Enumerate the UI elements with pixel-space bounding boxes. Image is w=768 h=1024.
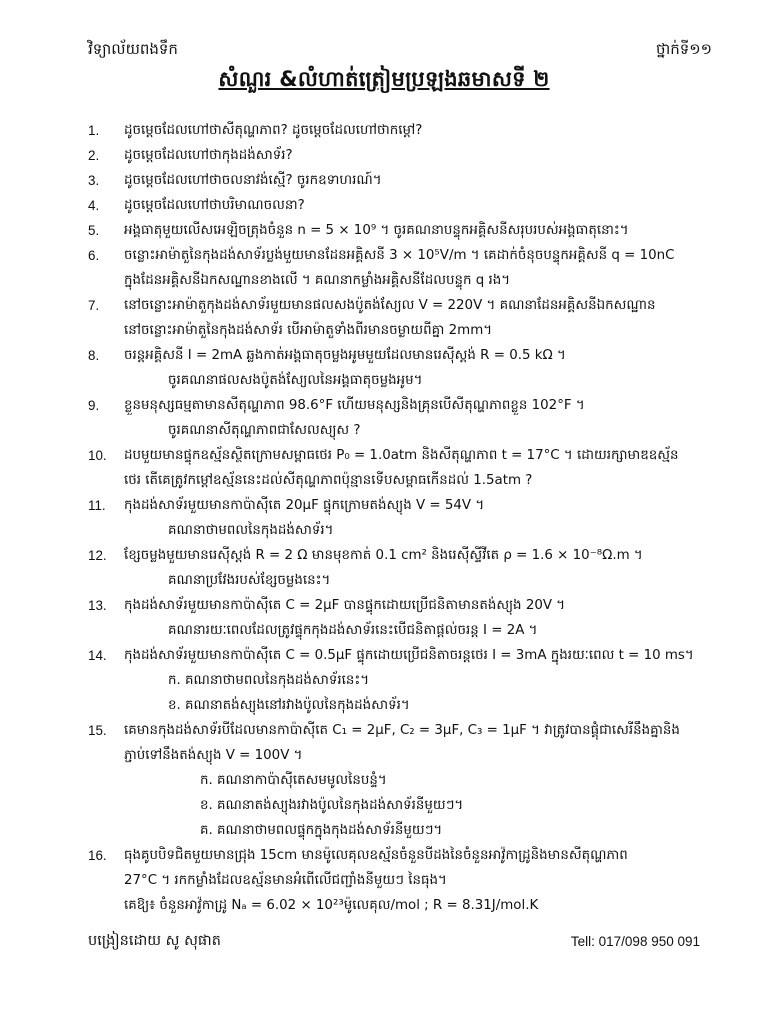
question-line: ចូរគណនាផលសងប៉ូតង់ស្យែលនៃអង្គធាតុចម្លងអូម។	[168, 373, 423, 388]
question-item	[88, 543, 728, 593]
question-item	[88, 843, 728, 918]
question-item	[88, 343, 728, 393]
question-number: 5.	[88, 223, 100, 238]
question-body	[124, 843, 728, 918]
question-line: ខ. គណនាតង់ស្យុងរវាងប៉ូលនៃកុងដង់សាទ័រនីមួយៗ។	[200, 798, 464, 813]
grade-label: ថ្នាក់ទី១១	[655, 40, 712, 58]
question-number: 9.	[88, 398, 100, 413]
question-body	[124, 143, 728, 168]
school-name: វិទ្យាល័យពងទឹក	[88, 40, 178, 58]
question-item	[88, 218, 728, 243]
question-number: 6.	[88, 248, 100, 263]
question-item	[88, 193, 728, 218]
question-line: គ. គណនាថាមពលផ្ទុកក្នុងកុងដង់សាទ័រនីមួយៗ។	[200, 823, 443, 838]
question-line: ក្នុងដែនអគ្គិសនីឯកសណ្ឋានខាងលើ ។ គណនាកម្លាំងអគ្គិសនីដែលបន្ទុក q រង។	[124, 273, 511, 288]
question-number: 3.	[88, 173, 100, 188]
question-number: 16.	[88, 848, 107, 863]
question-item	[88, 443, 728, 493]
question-item	[88, 643, 728, 718]
question-line: ខ. គណនាតង់ស្យុងនៅរវាងប៉ូលនៃកុងដង់សាទ័រ។	[168, 698, 410, 713]
question-line: នៅចន្លោះអាម៉ាតួនៃកុងដង់សាទ័រ បើអាម៉ាតួទាំងពីរមានចម្ងាយពីគ្នា 2mm។	[124, 323, 493, 338]
question-line: គណនារយៈពេលដែលត្រូវផ្ទុកកុងដង់សាទ័រនេះបើជនិតាផ្តល់ចរន្ត I = 2A ។	[168, 623, 538, 638]
question-item	[88, 293, 728, 343]
question-body	[124, 168, 728, 193]
question-line: គេឱ្យ៖ ចំនួនអាវ៉ូកាដ្រូ Nₐ = 6.02 × 10²³ម៉ូលេគុល/mol ; R = 8.31J/mol.K	[124, 898, 539, 913]
question-line: នៅចន្លោះអាម៉ាតួកុងដង់សាទ័រមួយមានផលសងប៉ូតង់ស្យែល V = 220V ។ គណនាដែនអគ្គិសនីឯកសណ្ឋាន	[124, 298, 656, 313]
question-item	[88, 493, 728, 543]
question-body	[124, 718, 728, 843]
question-number: 11.	[88, 498, 106, 513]
question-body	[124, 393, 728, 443]
question-line: ដបមួយមានផ្ទុកឧស្ម័នស្ថិតក្រោមសម្ពាធថេរ P₀ = 1.0atm និងសីតុណ្ហភាព t = 17°C ។ ដោយរក្សាមាឌឧស្ម័ន	[124, 448, 679, 463]
question-number: 4.	[88, 198, 100, 213]
question-body	[124, 493, 728, 543]
question-line: គណនាថាមពលនៃកុងដង់សាទ័រ។	[168, 523, 334, 538]
question-line: 27°C ។ រកកម្លាំងដែលឧស្ម័នមានអំពើលើជញ្ជាំងនីមួយៗ នៃធុង។	[124, 873, 447, 888]
question-line: ចន្លោះអាម៉ាតួនៃកុងដង់សាទ័រប្លង់មួយមានដែនអគ្គិសនី 3 × 10⁵V/m ។ គេដាក់ចំនុចបន្ទុកអគ្គិសនី q = 10nC	[124, 248, 675, 263]
question-number: 12.	[88, 548, 107, 563]
question-line: កុងដង់សាទ័រមួយមានកាប៉ាស៊ីតេ 20μF ផ្ទុកក្រោមតង់ស្យុង V = 54V ។	[124, 498, 485, 513]
question-number: 13.	[88, 598, 107, 613]
question-number: 10.	[88, 448, 107, 463]
question-number: 2.	[88, 148, 100, 163]
question-body	[124, 443, 728, 493]
question-line: ដូចម្តេចដែលហៅថាកុងដង់សាទ័រ?	[124, 148, 293, 163]
question-line: គណនាប្រវែងរបស់ខ្សែចម្លងនេះ។	[168, 573, 331, 588]
question-item	[88, 118, 728, 143]
question-line: ក. គណនាកាប៉ាស៊ីតេសមមូលនៃបន្ទំ។	[200, 773, 387, 788]
question-body	[124, 293, 728, 343]
teacher-name: បង្រៀនដោយ សូ សុផាត	[88, 933, 221, 949]
question-body	[124, 243, 728, 293]
page-title: សំណួរ &លំហាត់ត្រៀមប្រឡងឆមាសទី ២	[218, 67, 550, 91]
question-body	[124, 643, 728, 718]
question-item	[88, 593, 728, 643]
question-line: ក. គណនាថាមពលនៃកុងដង់សាទ័រនេះ។	[168, 673, 370, 688]
question-number: 1.	[88, 123, 100, 138]
question-number: 7.	[88, 298, 100, 313]
question-line: ដូចម្តេចដែលហៅថាសីតុណ្ហភាព? ដូចម្តេចដែលហៅថាកម្តៅ?	[124, 123, 423, 138]
question-line: ចរន្តអគ្គិសនី I = 2mA ឆ្លងកាត់អង្គធាតុចម្លងអូមមួយដែលមានរេស៊ីស្តង់ R = 0.5 kΩ ។	[124, 348, 566, 363]
question-line: ធុងគូបបិទជិតមួយមានជ្រុង 15cm មានម៉ូលេគុលឧស្ម័នចំនួនបីដងនៃចំនួនអាវ៉ូកាដ្រូនិងមានសីតុណ្ហភាព	[124, 848, 628, 863]
question-item	[88, 143, 728, 168]
question-line: ដូចម្តេចដែលហៅថាចលនាវង់ស្មើ? ចូរកឧទាហរណ៍។	[124, 173, 382, 188]
question-line: ថេរ តើគេត្រូវកម្តៅឧស្ម័ននេះដល់សីតុណ្ហភាពប៉ុន្មានទើបសម្ពាធកើនដល់ 1.5atm ?	[124, 473, 533, 488]
question-item	[88, 393, 728, 443]
question-body	[124, 343, 728, 393]
question-line: ចូរគណនាសីតុណ្ហភាពជាសែលស្យុស ?	[168, 423, 361, 438]
question-item	[88, 243, 728, 293]
question-body	[124, 118, 728, 143]
question-number: 15.	[88, 723, 107, 738]
question-line: ដូចម្តេចដែលហៅថាបរិមាណចលនា?	[124, 198, 305, 213]
question-body	[124, 193, 728, 218]
question-line: កុងដង់សាទ័រមួយមានកាប៉ាស៊ីតេ C = 0.5μF ផ្ទុកដោយប្រើជនិតាចរន្តថេរ I = 3mA ក្នុងរយៈពេល t = 10 ms។	[124, 648, 694, 663]
question-item	[88, 168, 728, 193]
question-body	[124, 218, 728, 243]
question-body	[124, 543, 728, 593]
question-line: ខ្លួនមនុស្សធម្មតាមានសីតុណ្ហភាព 98.6°F ហើយមនុស្សនិងគ្រុនបើសីតុណ្ហភាពខ្លួន 102°F ។	[124, 398, 585, 413]
question-line: កុងដង់សាទ័រមួយមានកាប៉ាស៊ីតេ C = 2μF បានផ្ទុកដោយប្រើជនិតាមានតង់ស្យុង 20V ។	[124, 598, 566, 613]
question-list	[88, 118, 728, 918]
question-line: ខ្សែចម្លងមួយមានរេស៊ីស្តង់ R = 2 Ω មានមុខកាត់ 0.1 cm² និងរេស៊ីស្ទីវីតេ ρ = 1.6 × 10⁻⁸Ω.m ។	[124, 548, 643, 563]
question-line: ភ្ជាប់ទៅនឹងតង់ស្យុង V = 100V ។	[124, 748, 303, 763]
question-item	[88, 718, 728, 843]
teacher-phone: Tell: 017/098 950 091	[570, 934, 700, 949]
question-number: 14.	[88, 648, 107, 663]
question-line: អង្គធាតុមួយលើសអេឡិចត្រុងចំនួន n = 5 × 10⁹ ។ ចូរគណនាបន្ទុកអគ្គិសនីសរុបរបស់អង្គធាតុនោះ។	[124, 223, 629, 238]
question-body	[124, 593, 728, 643]
question-number: 8.	[88, 348, 100, 363]
question-line: គេមានកុងដង់សាទ័របីដែលមានកាប៉ាស៊ីតេ C₁ = 2μF, C₂ = 3μF, C₃ = 1μF ។ វាត្រូវបានផ្គុំជាសេរីនឹងគ្នានិង	[124, 723, 680, 738]
